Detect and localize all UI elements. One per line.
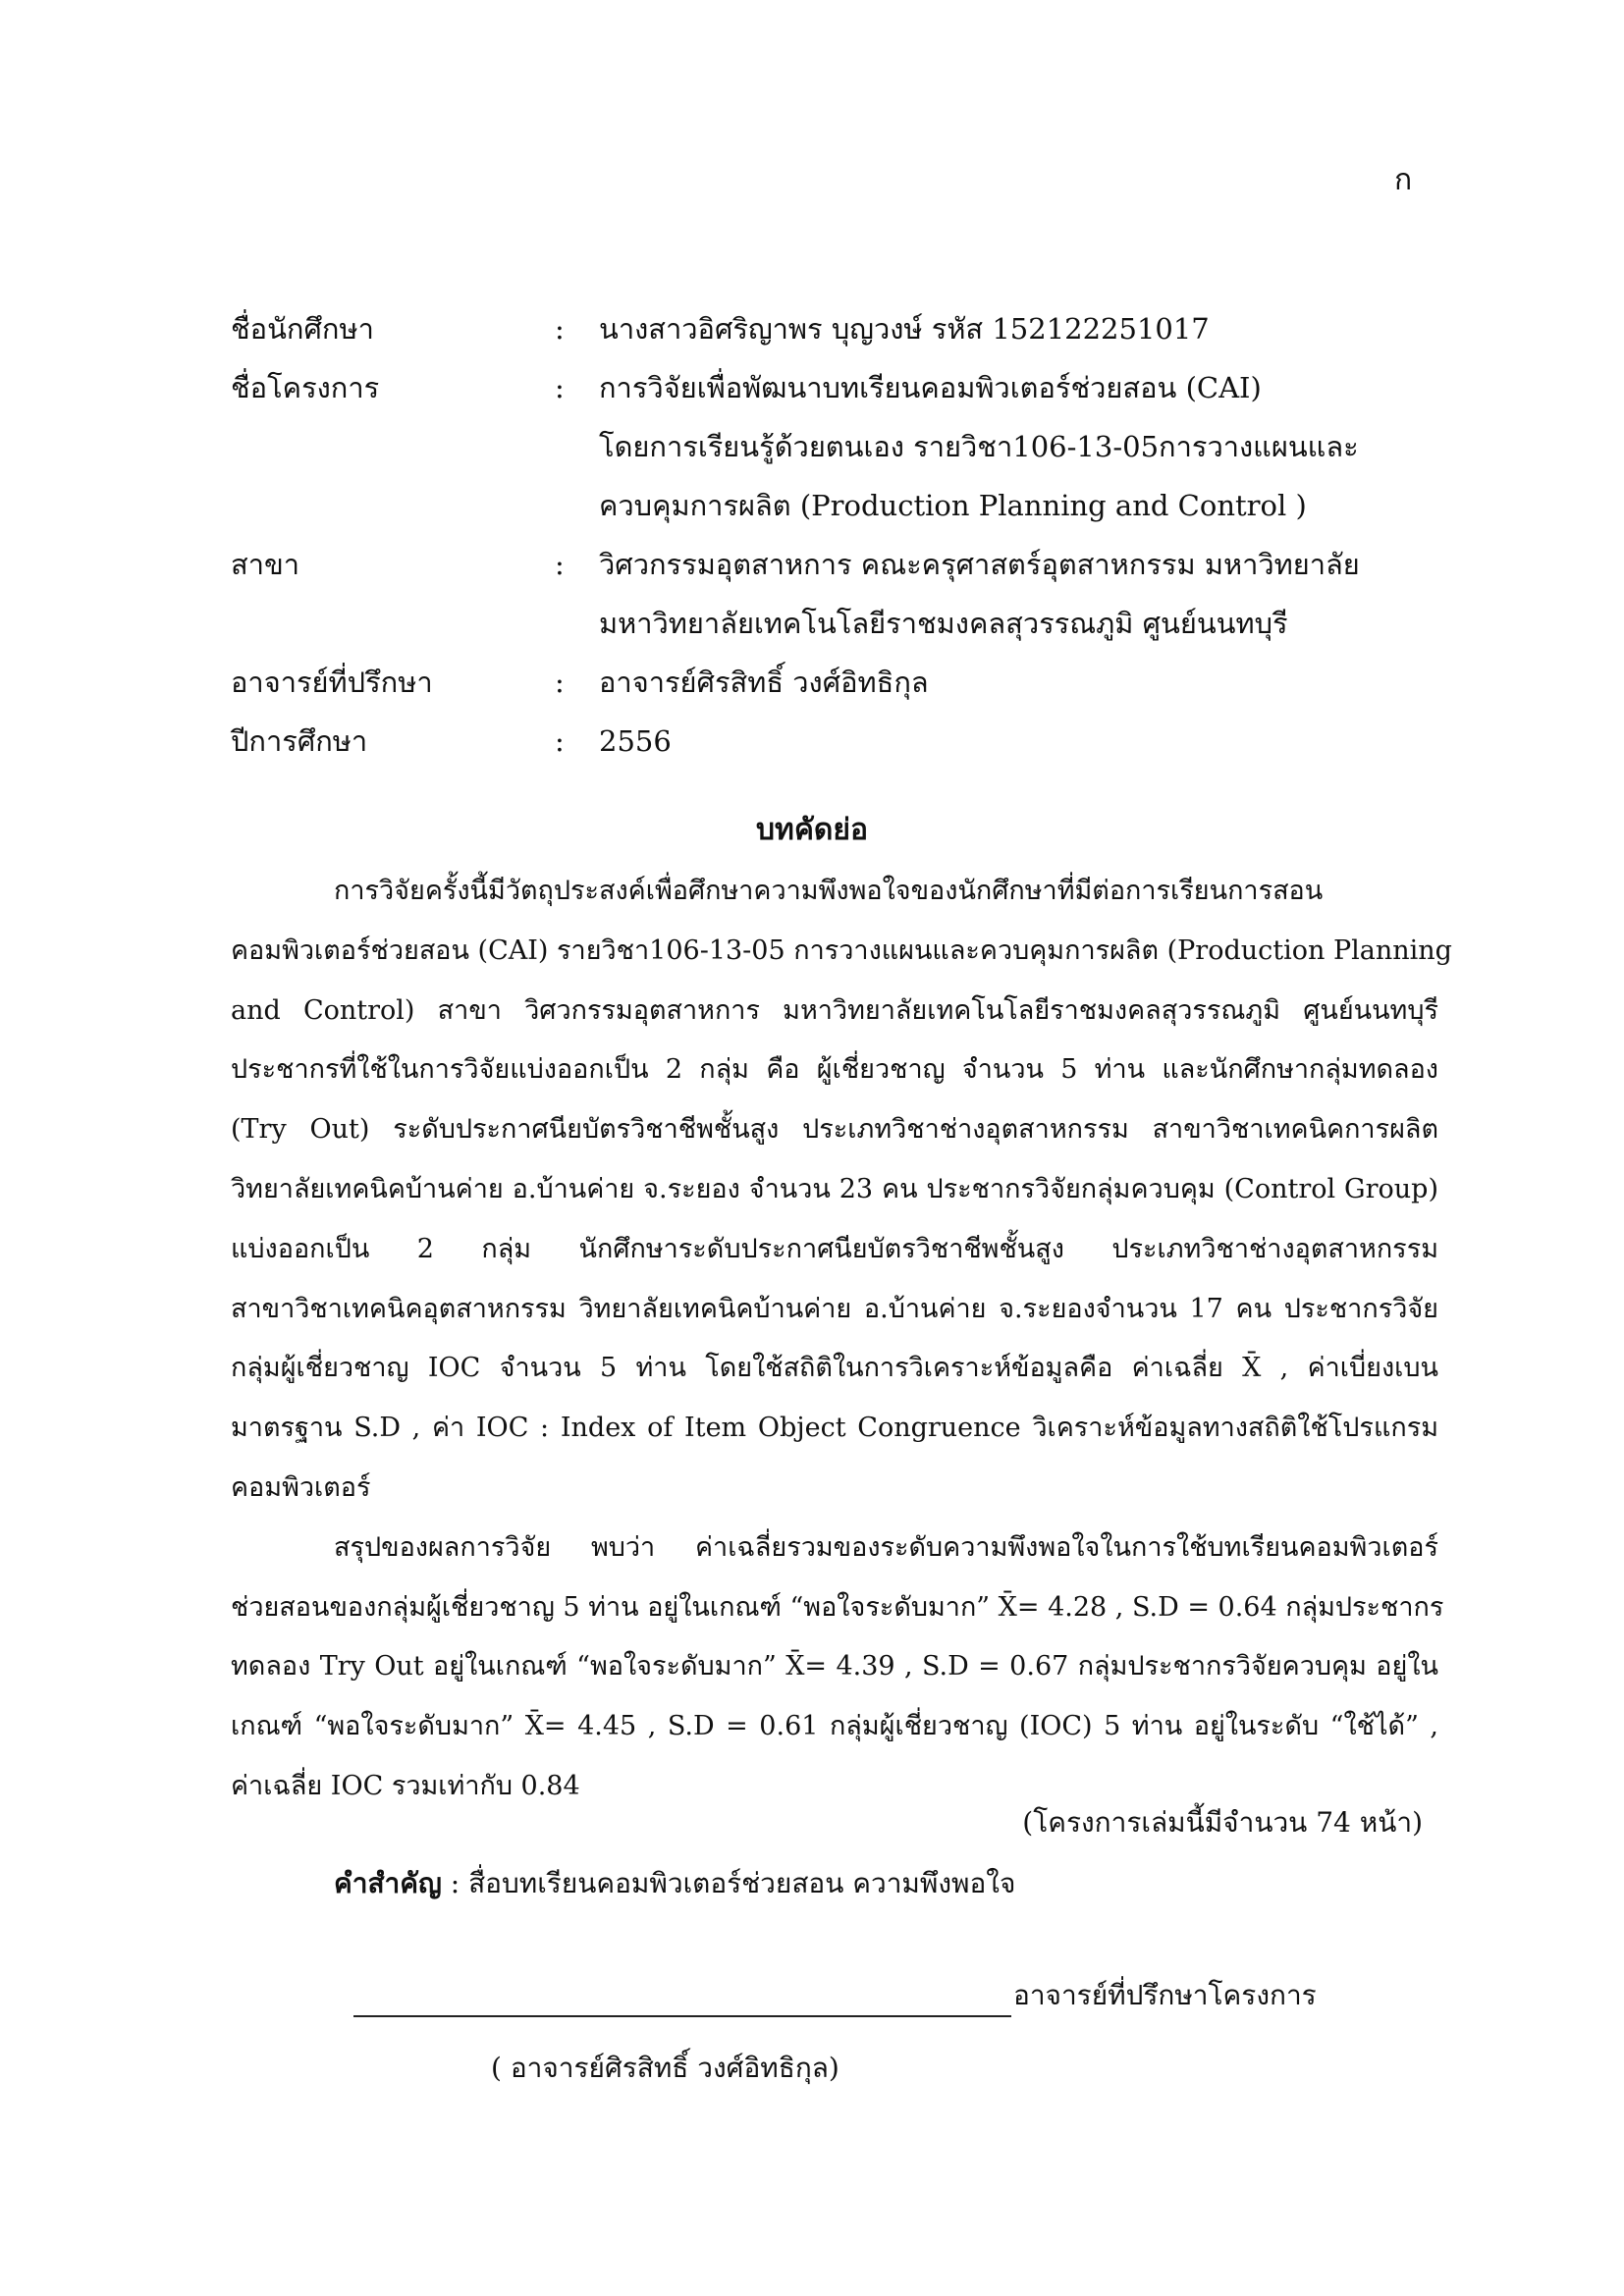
info-row-year xyxy=(231,712,1438,771)
info-values-year xyxy=(599,712,1438,771)
paragraph-line: เกณฑ์ “พอใจระดับมาก” X̄= 4.45 , S.D = 0.61 กลุ่มผู้เชี่ยวชาญ (IOC) 5 ท่าน อยู่ในระดับ “ใช้ได้” , xyxy=(231,1711,1438,1742)
info-label-year: ปีการศึกษา xyxy=(231,724,368,758)
info-label-student: ชื่อนักศึกษา xyxy=(231,312,374,346)
page-count-note: (โครงการเล่มนี้มีจำนวน 74 หน้า) xyxy=(1022,1806,1423,1839)
info-value-line: อาจารย์ศิรสิทธิ์ วงศ์อิทธิกุล xyxy=(599,666,929,699)
info-value-line: ควบคุมการผลิต (Production Planning and Control ) xyxy=(599,489,1307,522)
info-value-line: นางสาวอิศริญาพร บุญวงษ์ รหัส 152122251017 xyxy=(599,312,1210,346)
signature-role: อาจารย์ที่ปรึกษาโครงการ xyxy=(1013,1979,1317,2011)
signature-block xyxy=(353,1968,1335,2090)
keywords-text: สื่อบทเรียนคอมพิวเตอร์ช่วยสอน ความพึงพอใจ xyxy=(468,1867,1016,1899)
info-label-project: ชื่อโครงการ xyxy=(231,371,380,404)
info-row-advisor xyxy=(231,653,1438,712)
info-label-department: สาขา xyxy=(231,548,300,581)
info-row-department xyxy=(231,535,1438,653)
paragraph-line: วิทยาลัยเทคนิคบ้านค่าย อ.บ้านค่าย จ.ระยอง จำนวน 23 คน ประชากรวิจัยกลุ่มควบคุม (Control Group) xyxy=(231,1173,1438,1204)
info-row-student xyxy=(231,299,1438,358)
info-value-line: โดยการเรียนรู้ด้วยตนเอง รายวิชา106-13-05การวางแผนและ xyxy=(599,430,1359,463)
abstract-title: บทคัดย่อ xyxy=(756,813,868,847)
info-values-department xyxy=(599,535,1438,653)
info-values-advisor xyxy=(599,653,1438,712)
info-value-line: 2556 xyxy=(599,724,672,758)
paragraph-line: สรุปของผลการวิจัย พบว่า ค่าเฉลี่ยรวมของระดับความพึงพอใจในการใช้บทเรียนคอมพิวเตอร์ xyxy=(334,1531,1438,1563)
paragraph-line: (Try Out) ระดับประกาศนียบัตรวิชาชีพชั้นสูง ประเภทวิชาช่างอุตสาหกรรม สาขาวิชาเทคนิคการผลิต xyxy=(231,1114,1438,1146)
paragraph-line: ช่วยสอนของกลุ่มผู้เชี่ยวชาญ 5 ท่าน อยู่ในเกณฑ์ “พอใจระดับมาก” X̄= 4.28 , S.D = 0.64 กลุ่มประชากร xyxy=(231,1591,1444,1623)
info-colon: : xyxy=(555,312,565,346)
info-value-line: มหาวิทยาลัยเทคโนโลยีราชมงคลสุวรรณภูมิ ศูนย์นนทบุรี xyxy=(599,607,1288,640)
info-values-student xyxy=(599,299,1438,358)
info-label-advisor: อาจารย์ที่ปรึกษา xyxy=(231,666,433,699)
paragraph-line: มาตรฐาน S.D , ค่า IOC : Index of Item Object Congruence วิเคราะห์ข้อมูลทางสถิติใช้โปรแกรม xyxy=(231,1413,1438,1444)
paragraph-line: คอมพิวเตอร์ช่วยสอน (CAI) รายวิชา106-13-05 การวางแผนและควบคุมการผลิต (Production Planning xyxy=(231,934,1452,966)
info-value-line: การวิจัยเพื่อพัฒนาบทเรียนคอมพิวเตอร์ช่วยสอน (CAI) xyxy=(599,371,1262,404)
abstract-paragraph-1 xyxy=(231,862,1452,1519)
signature-line xyxy=(353,1978,1011,2017)
info-colon: : xyxy=(555,548,565,581)
info-value-line: วิศวกรรมอุตสาหการ คณะครุศาสตร์อุตสาหกรรม มหาวิทยาลัย xyxy=(599,548,1360,581)
info-row-project xyxy=(231,358,1438,535)
paragraph-line: ทดลอง Try Out อยู่ในเกณฑ์ “พอใจระดับมาก” X̄= 4.39 , S.D = 0.67 กลุ่มประชากรวิจัยควบคุม อยู่ใน xyxy=(231,1651,1438,1682)
info-colon: : xyxy=(555,724,565,758)
keywords-label: คำสำคัญ xyxy=(334,1867,442,1899)
keywords-separator: : xyxy=(441,1867,469,1899)
info-colon: : xyxy=(555,371,565,404)
abstract-paragraph-2 xyxy=(231,1519,1444,1817)
paragraph-line: กลุ่มผู้เชี่ยวชาญ IOC จำนวน 5 ท่าน โดยใช้สถิติในการวิเคราะห์ข้อมูลคือ ค่าเฉลี่ย X̄ , ค่าเบี่ยงเบน xyxy=(231,1353,1438,1384)
paragraph-line: การวิจัยครั้งนี้มีวัตถุประสงค์เพื่อศึกษาความพึงพอใจของนักศึกษาที่มีต่อการเรียนการสอน xyxy=(334,876,1324,906)
paragraph-line: ประชากรที่ใช้ในการวิจัยแบ่งออกเป็น 2 กลุ่ม คือ ผู้เชี่ยวชาญ จำนวน 5 ท่าน และนักศึกษากลุ่มทดลอง xyxy=(231,1054,1438,1086)
page-number: ก xyxy=(1394,163,1413,197)
signature-name: ( อาจารย์ศิรสิทธิ์ วงศ์อิทธิกุล) xyxy=(491,2052,839,2084)
keywords xyxy=(334,1862,1015,1905)
paragraph-line: and Control) สาขา วิศวกรรมอุตสาหการ มหาวิทยาลัยเทคโนโลยีราชมงคลสุวรรณภูมิ ศูนย์นนทบุรี xyxy=(231,994,1438,1026)
paragraph-line: สาขาวิชาเทคนิคอุตสาหกรรม วิทยาลัยเทคนิคบ้านค่าย อ.บ้านค่าย จ.ระยองจำนวน 17 คน ประชากรวิจัย xyxy=(231,1293,1438,1324)
abstract-body xyxy=(231,862,1452,1817)
paragraph-line: ค่าเฉลี่ย IOC รวมเท่ากับ 0.84 xyxy=(231,1770,580,1801)
info-values-project xyxy=(599,358,1438,535)
paragraph-line: คอมพิวเตอร์ xyxy=(231,1471,371,1503)
info-colon: : xyxy=(555,666,565,699)
paragraph-line: แบ่งออกเป็น 2 กลุ่ม นักศึกษาระดับประกาศนียบัตรวิชาชีพชั้นสูง ประเภทวิชาช่างอุตสาหกรรม xyxy=(231,1233,1438,1264)
signature-row xyxy=(353,1968,1335,2017)
project-info-table xyxy=(231,299,1438,771)
